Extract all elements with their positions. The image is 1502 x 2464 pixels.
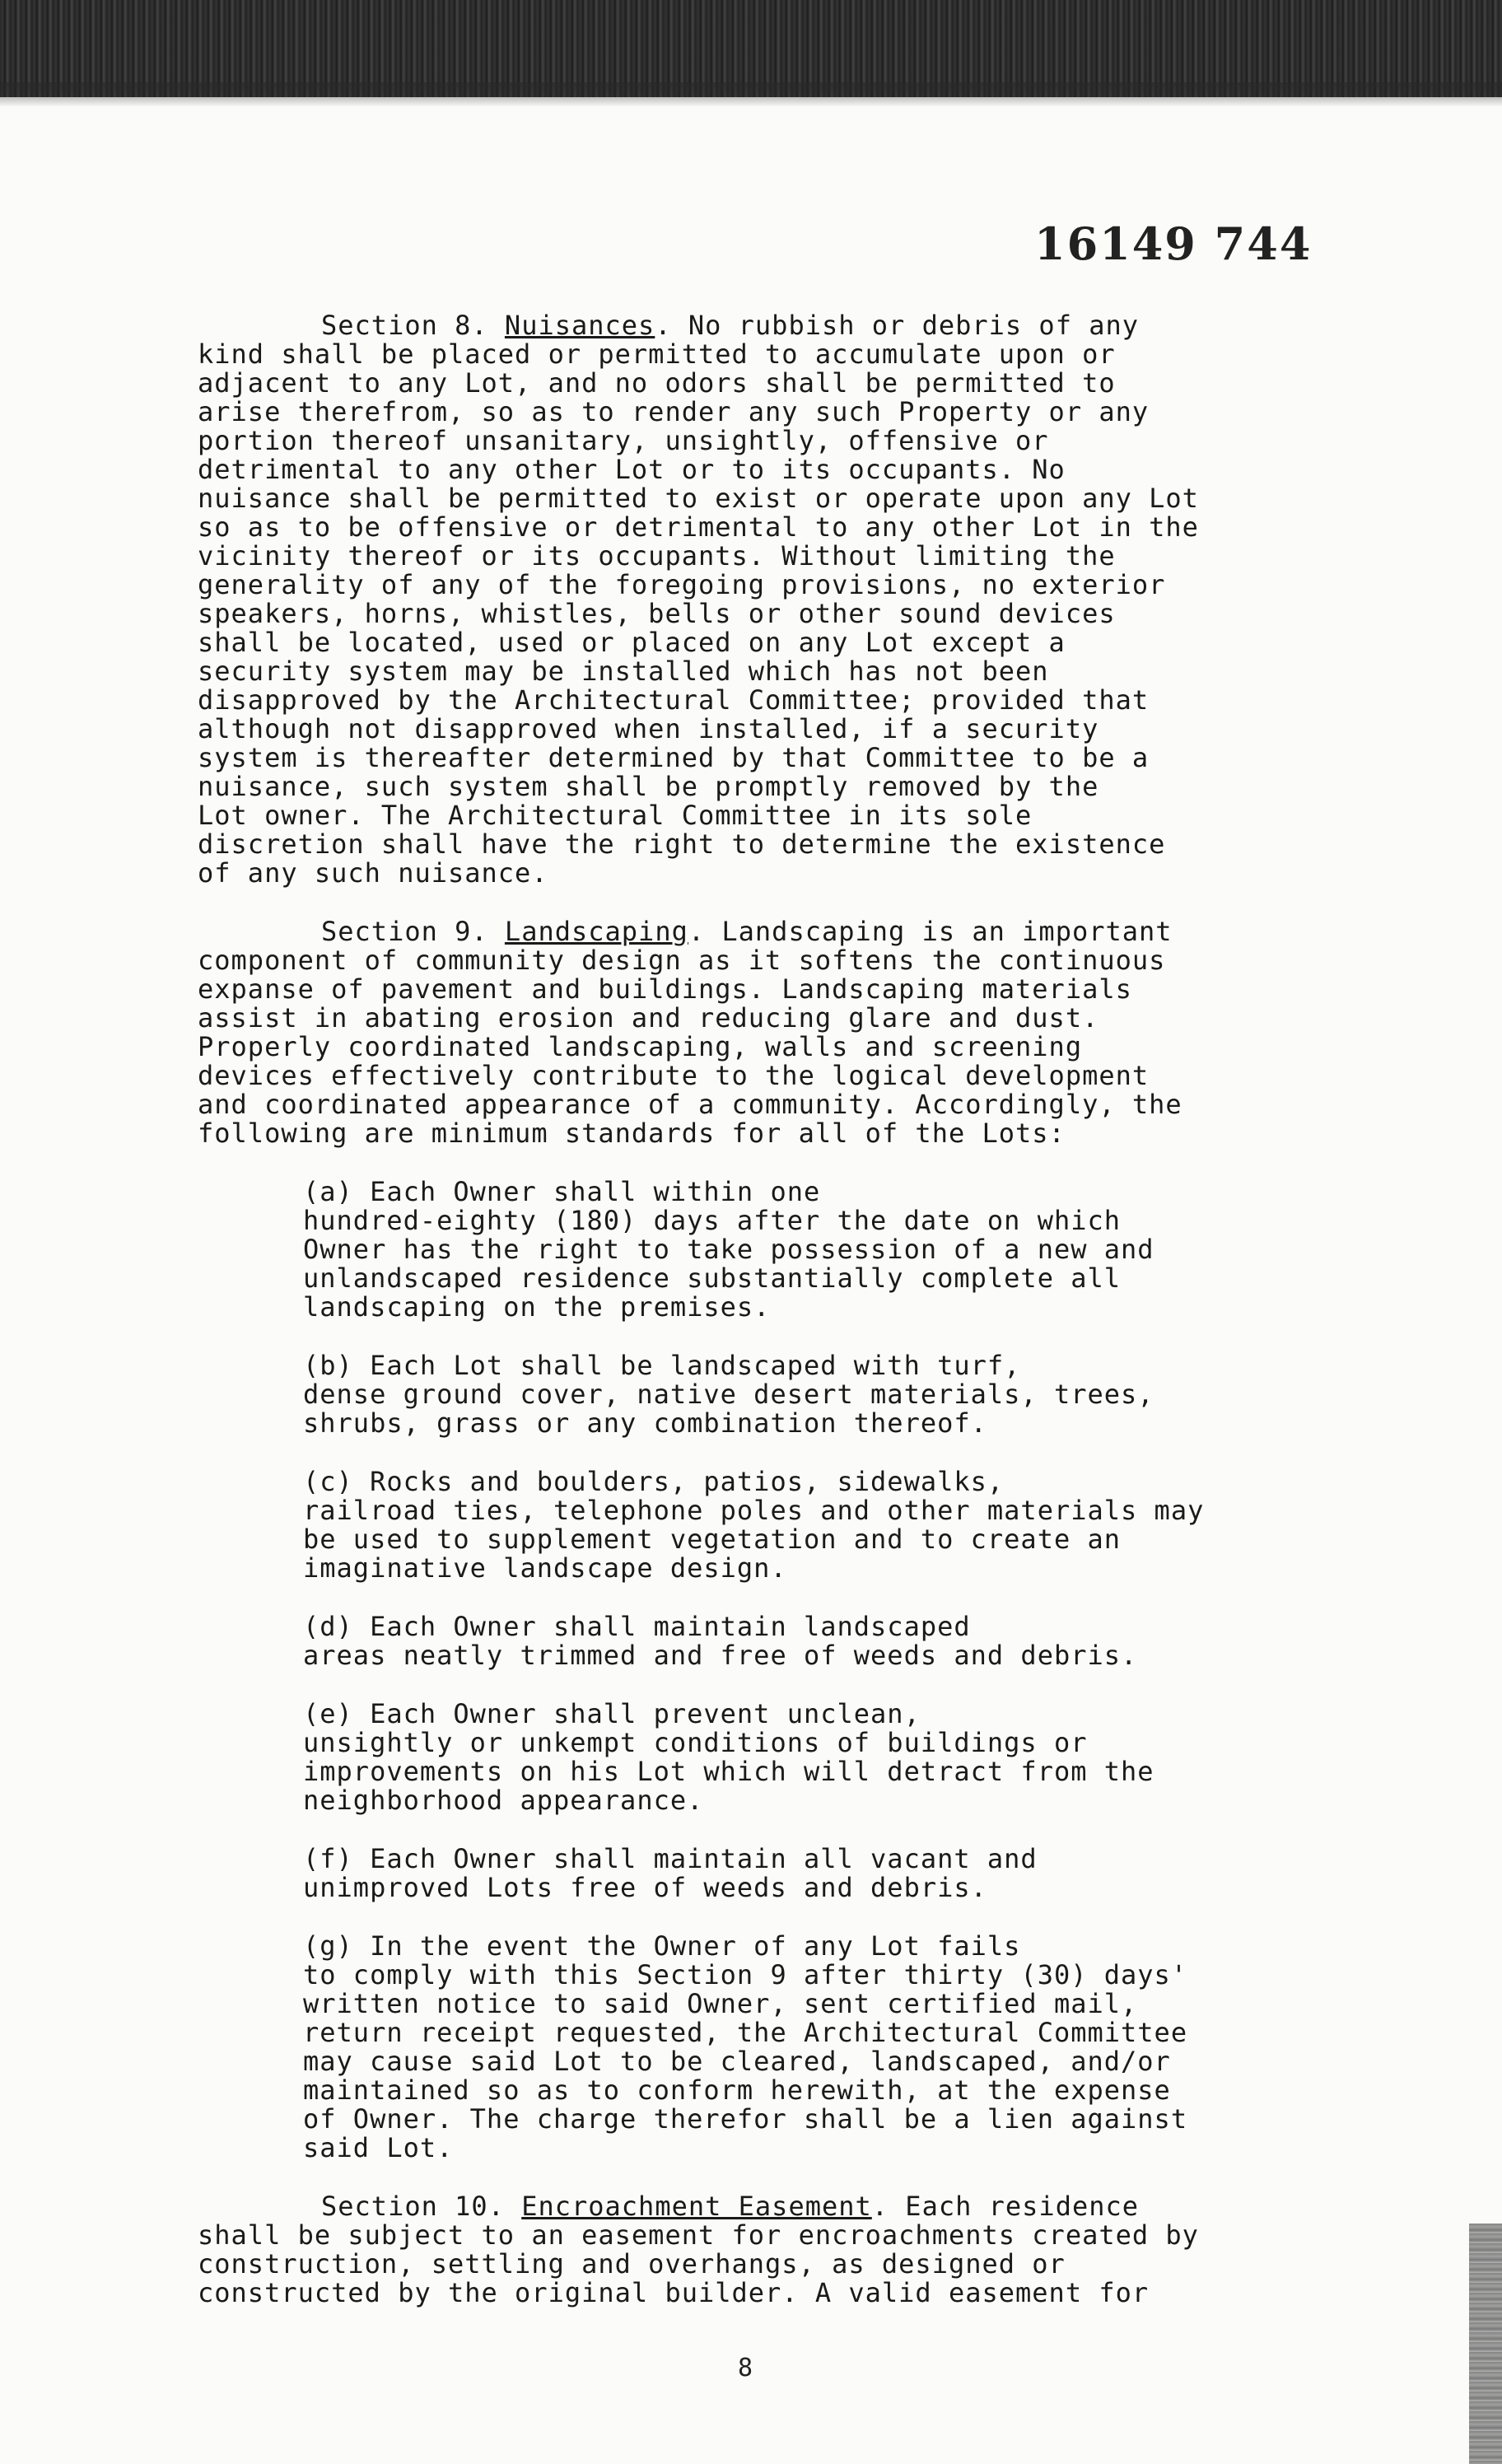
section-9-item-d: (d) Each Owner shall maintain landscaped areas neatly trimmed and free of weeds and debris. <box>303 1611 1138 1671</box>
section-8-text: No rubbish or debris of any kind shall be placed or permitted to accumulate upon or adjacent to any Lot, and no odors shall be permitted to arise therefrom, so as to render any such Property or any portion thereof unsanitary, unsightly, offensive or detrimental to any other Lot or to its occupants. No nuisance shall be permitted to exist or operate upon any Lot so as to be offensive or detrimental to any other Lot in the vicinity thereof or its occupants. Without limiting the generality of any of the foregoing provisions, no exterior speakers, horns, whistles, bells or other sound devices shall be located, used or placed on any Lot except a security system may be installed which has not been disapproved by the Architectural Committee; provided that although not disapproved when installed, if a security system is thereafter determined by that Committee to be a nuisance, such system shall be promptly removed by the Lot owner. The Architectural Committee in its sole discretion shall have the right to determine the existence of any such nuisance. <box>198 310 1199 889</box>
document-body <box>198 311 1285 2337</box>
document-number: 16149 744 <box>1034 217 1313 270</box>
section-10-label: Section 10. <box>321 2191 505 2222</box>
section-9-item-c: (c) Rocks and boulders, patios, sidewalks, railroad ties, telephone poles and other materials may be used to supplement vegetation and to create an imaginative landscape design. <box>303 1466 1205 1584</box>
section-9-item-a: (a) Each Owner shall within one hundred-eighty (180) days after the date on which Owner has the right to take possession of a new and unlandscaped residence substantially complete all landscaping on the premises. <box>303 1176 1154 1323</box>
section-10-title: Encroachment Easement <box>521 2191 872 2222</box>
section-9-title: Landscaping <box>504 916 688 947</box>
section-9-item-f: (f) Each Owner shall maintain all vacant and unimproved Lots free of weeds and debris. <box>303 1843 1038 1903</box>
page-number: 8 <box>738 2354 753 2382</box>
section-8-label: Section 8. <box>321 310 488 341</box>
section-8-title: Nuisances <box>504 310 655 341</box>
section-9-label: Section 9. <box>321 916 488 947</box>
scan-edge-right <box>1469 2224 1502 2464</box>
section-10-text: Each residence shall be subject to an easement for encroachments created by construction, settling and overhangs, as designed or constructed by the original builder. A valid easement for <box>198 2191 1199 2308</box>
section-10: Section 10. Encroachment Easement. Each residence shall be subject to an easement for encroachments created by construction, settling and overhangs, as designed or constructed by the original builder. A valid easement for <box>198 2191 1199 2308</box>
section-8: Section 8. Nuisances. No rubbish or debris of any kind shall be placed or permitted to accumulate upon or adjacent to any Lot, and no odors shall be permitted to arise therefrom, so as to render any such Property or any portion thereof unsanitary, unsightly, offensive or detrimental to any other Lot or to its occupants. No nuisance shall be permitted to exist or operate upon any Lot so as to be offensive or detrimental to any other Lot in the vicinity thereof or its occupants. Without limiting the generality of any of the foregoing provisions, no exterior speakers, horns, whistles, bells or other sound devices shall be located, used or placed on any Lot except a security system may be installed which has not been disapproved by the Architectural Committee; provided that although not disapproved when installed, if a security system is thereafter determined by that Committee to be a nuisance, such system shall be promptly removed by the Lot owner. The Architectural Committee in its sole discretion shall have the right to determine the existence of any such nuisance. <box>198 310 1199 889</box>
section-9: Section 9. Landscaping. Landscaping is an important component of community design as it softens the continuous expanse of pavement and buildings. Landscaping materials assist in abating erosion and reducing glare and dust. Properly coordinated landscaping, walls and screening devices effectively contribute to the logical development and coordinated appearance of a community. Accordingly, the following are minimum standards for all of the Lots: <box>198 916 1182 1149</box>
scan-edge-shadow <box>0 82 1502 107</box>
section-9-item-g: (g) In the event the Owner of any Lot fails to comply with this Section 9 after thirty (30) days' written notice to said Owner, sent certified mail, return receipt requested, the Architectural Committee may cause said Lot to be cleared, landscaped, and/or maintained so as to conform herewith, at the expense of Owner. The charge therefor shall be a lien against said Lot. <box>303 1930 1188 2163</box>
section-9-text: Landscaping is an important component of community design as it softens the continuous expanse of pavement and buildings. Landscaping materials assist in abating erosion and reducing glare and dust. Properly coordinated landscaping, walls and screening devices effectively contribute to the logical development and coordinated appearance of a community. Accordingly, the following are minimum standards for all of the Lots: <box>198 916 1182 1149</box>
section-9-item-b: (b) Each Lot shall be landscaped with turf, dense ground cover, native desert materials, trees, shrubs, grass or any combination thereof. <box>303 1350 1154 1439</box>
section-9-item-e: (e) Each Owner shall prevent unclean, unsightly or unkempt conditions of buildings or improvements on his Lot which will detract from the neighborhood appearance. <box>303 1698 1154 1816</box>
